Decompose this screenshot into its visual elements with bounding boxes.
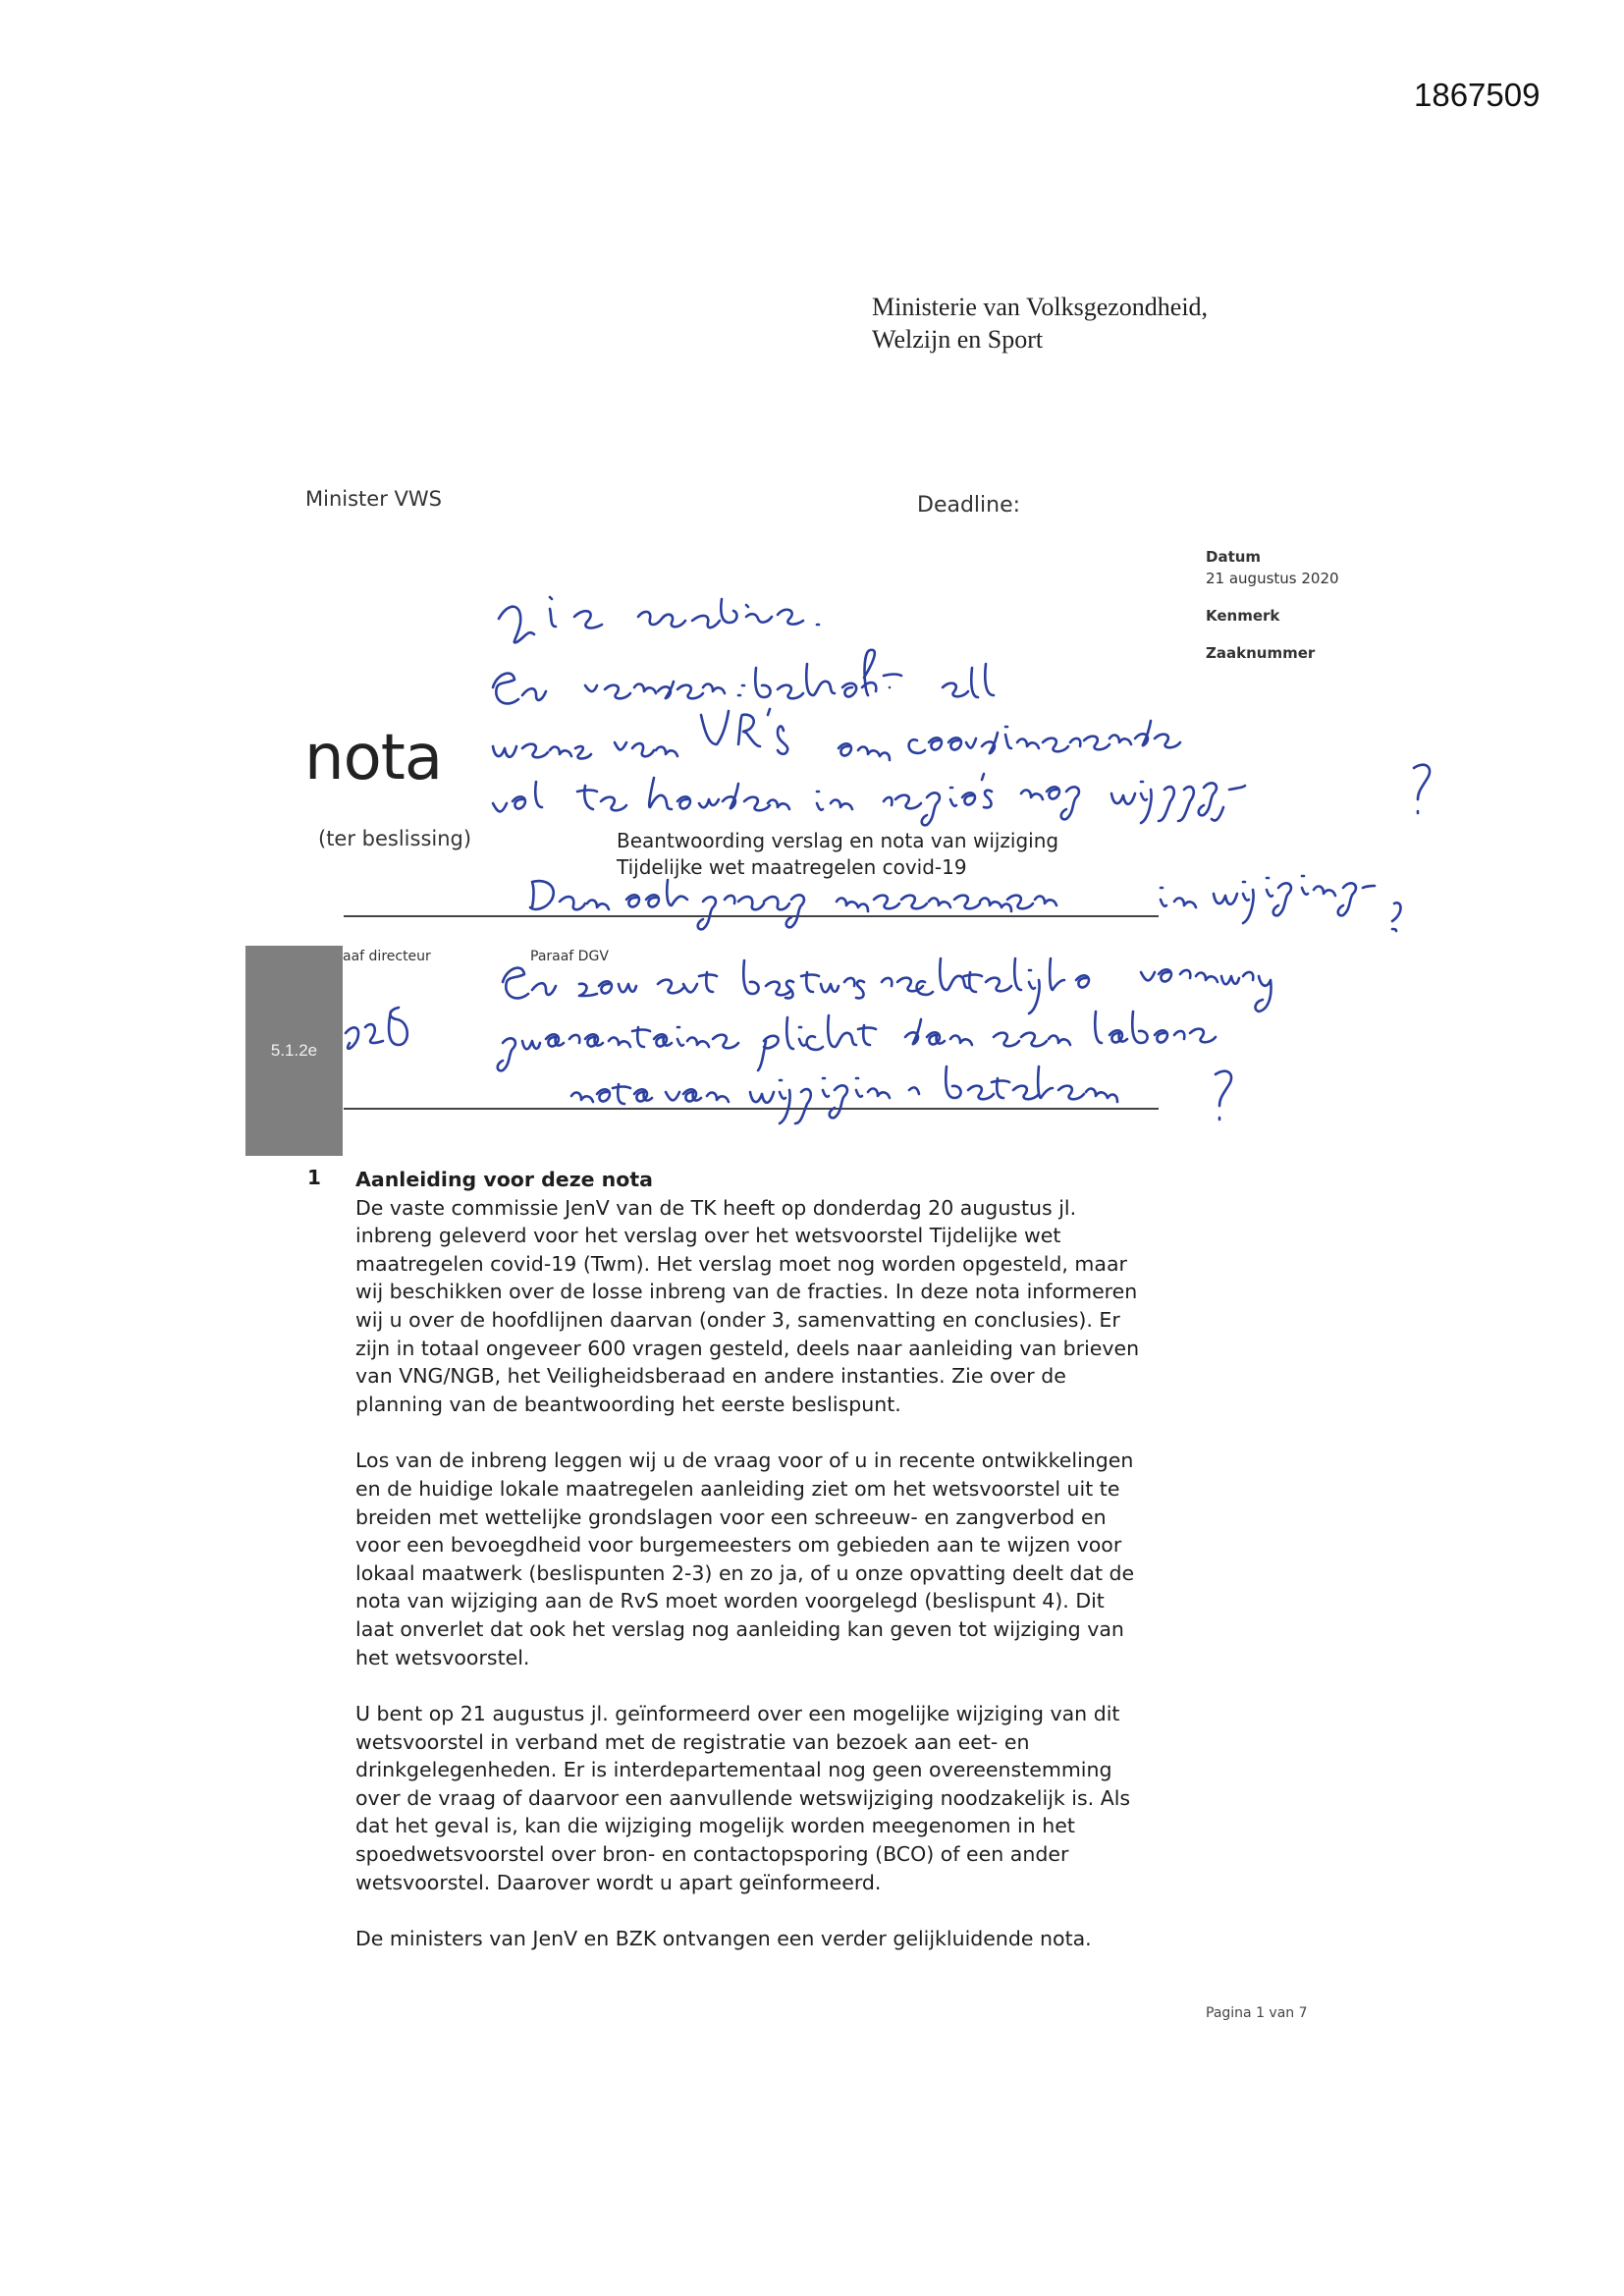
datum-value: 21 augustus 2020 (1206, 570, 1339, 587)
addressee: Minister VWS (305, 487, 442, 511)
subject (617, 828, 1058, 881)
paraaf-dgv-label: Paraaf DGV (530, 949, 609, 964)
decision-type: (ter beslissing) (318, 827, 472, 850)
ministry-line-2: Welzijn en Sport (872, 325, 1044, 354)
section-body (355, 1166, 1219, 1982)
paragraph-2: Los van de inbreng leggen wij u de vraag voor of u in recente ontwikkelingen en de huidige lokale maatregelen aanleiding ziet om het wetsvoorstel uit te breiden met wettelijke grondslagen voor een schreeuw- en zangverbod en voor een bevoegdheid voor burgemeesters om gebieden aan te wijzen voor lokaal maatwerk (beslispunten 2-3) en zo ja, of u onze opvatting deelt dat de nota van wijziging aan de RvS moet worden voorgelegd (beslispunt 4). Dit laat onverlet dat ook het verslag nog aanleiding kan geven tot wijziging van het wetsvoorstel. (355, 1449, 1135, 1669)
meta-block (1206, 546, 1339, 664)
zaaknummer-label: Zaaknummer (1206, 644, 1316, 662)
redaction-box (245, 946, 343, 1156)
document-number: 1867509 (1414, 77, 1541, 113)
ministry-logo-text (872, 291, 1208, 355)
section-number: 1 (307, 1166, 321, 1189)
document-title: nota (304, 722, 443, 794)
page-number: Pagina 1 van 7 (1206, 2005, 1308, 2021)
subject-line-2: Tijdelijke wet maatregelen covid-19 (617, 855, 967, 879)
deadline-label: Deadline: (917, 493, 1021, 518)
paragraph-1: De vaste commissie JenV van de TK heeft op donderdag 20 augustus jl. inbreng geleverd voor het verslag over het wetsvoorstel Tijdelijke wet maatregelen covid-19 (Twm). Het verslag moet nog worden opgesteld, maar wij beschikken over de losse inbreng van de fracties. In deze nota informeren wij u over de hoofdlijnen daarvan (onder 3, samenvatting en conclusies). Er zijn in totaal ongeveer 600 vragen gesteld, deels naar aanleiding van brieven van VNG/NGB, het Veiligheidsberaad en andere instanties. Zie over de planning van de beantwoording het eerste beslispunt. (355, 1195, 1140, 1416)
paragraph-4: De ministers van JenV en BZK ontvangen een verder gelijkluidende nota. (355, 1927, 1092, 1951)
paragraph-3: U bent op 21 augustus jl. geïnformeerd over een mogelijke wijziging van dit wetsvoorstel in verband met de registratie van bezoek aan eet- en drinkgelegenheden. Er is interdepartementaal nog geen overeenstemming over de vraag of daarvoor een aanvullende wetswijziging noodzakelijk is. Als dat het geval is, kan die wijziging mogelijk worden meegenomen in het spoedwetsvoorstel over bron- en contactopsporing (BCO) of een ander wetsvoorstel. Daarover wordt u apart geïnformeerd. (355, 1702, 1131, 1894)
paraaf-directeur-label: aaf directeur (343, 949, 431, 964)
divider-top (344, 915, 1159, 917)
datum-label: Datum (1206, 548, 1262, 566)
kenmerk-label: Kenmerk (1206, 607, 1280, 625)
divider-bottom (344, 1108, 1159, 1110)
ministry-line-1: Ministerie van Volksgezondheid, (872, 293, 1209, 321)
section-heading: Aanleiding voor deze nota (355, 1168, 653, 1191)
redaction-label: 5.1.2e (270, 1041, 318, 1060)
subject-line-1: Beantwoording verslag en nota van wijziging (617, 829, 1059, 852)
